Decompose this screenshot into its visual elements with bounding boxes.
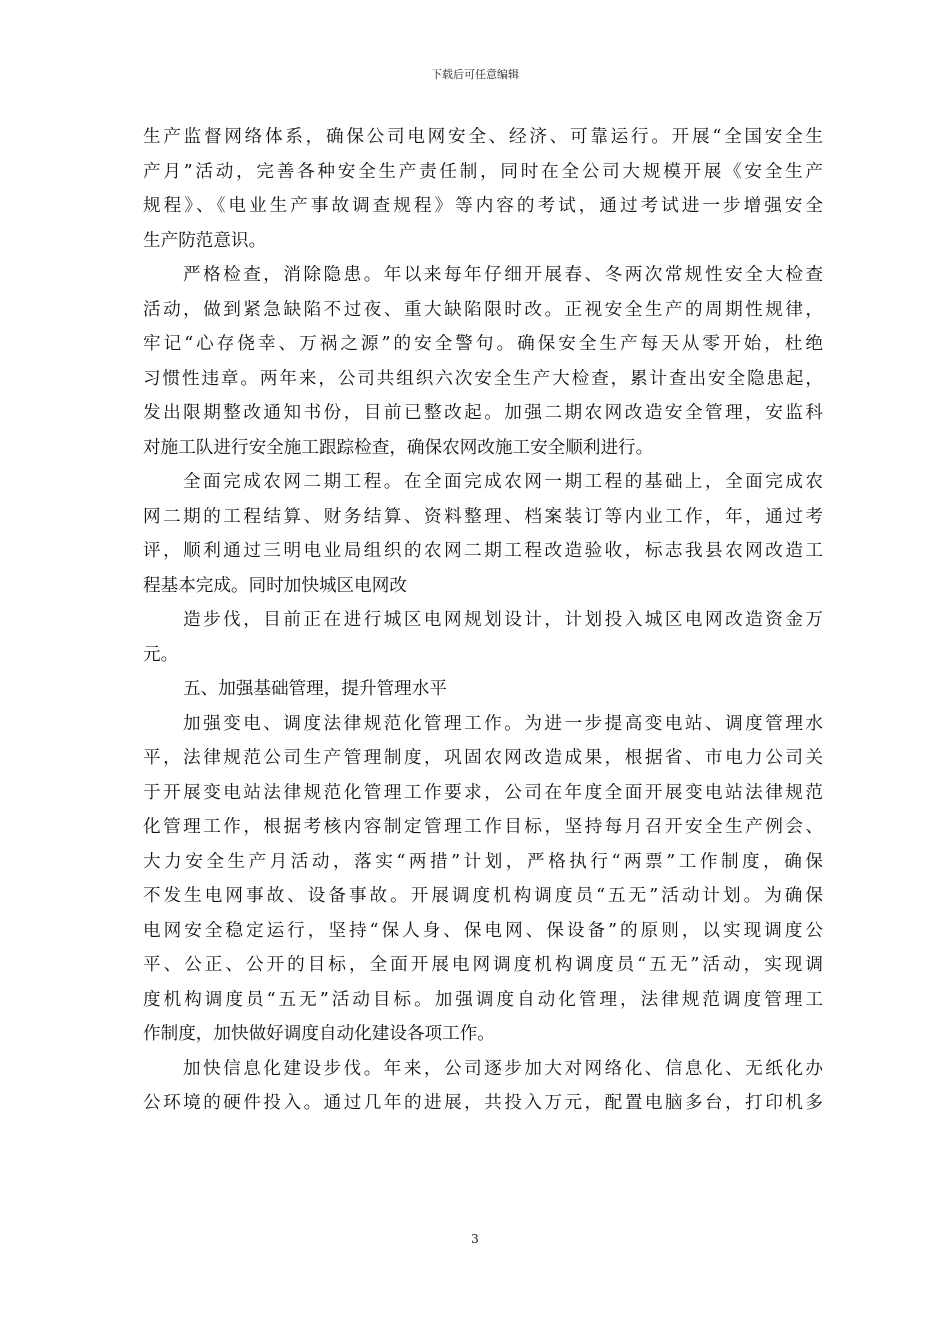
document-body: [143, 120, 823, 1121]
paragraph-first-line: 加快信息化建设步伐。年来，公司逐步加大对网络化、信息化、无纸化办: [183, 1058, 823, 1079]
text-line: 产月”活动，完善各种安全生产责任制，同时在全公司大规模开展《安全生产: [143, 161, 823, 182]
text-line: 评，顺利通过三明电业局组织的农网二期工程改造验收，标志我县农网改造工: [143, 541, 823, 561]
text-line: 网二期的工程结算、财务结算、资料整理、档案装订等内业工作，年，通过考: [143, 506, 823, 527]
paragraph-first-line: 加强变电、调度法律规范化管理工作。为进一步提高变电站、调度管理水: [183, 713, 823, 734]
text-line: 电网安全稳定运行，坚持“保人身、保电网、保设备”的原则，以实现调度公: [143, 920, 823, 941]
paragraph-first-line: 造步伐，目前正在进行城区电网规划设计，计划投入城区电网改造资金万: [183, 610, 823, 630]
text-line: 平，法律规范公司生产管理制度，巩固农网改造成果，根据省、市电力公司关: [143, 748, 823, 768]
text-line: 元。: [143, 644, 179, 665]
text-line: 生产监督网络体系，确保公司电网安全、经济、可靠运行。开展“全国安全生: [143, 127, 823, 147]
text-line: 发出限期整改通知书份，目前已整改起。加强二期农网改造安全管理，安监科: [143, 403, 823, 423]
text-line: 规程》、《电业生产事故调查规程》等内容的考试，通过考试进一步增强安全: [143, 196, 823, 216]
text-line: 度机构调度员“五无”活动目标。加强调度自动化管理，法律规范调度管理工: [143, 989, 823, 1010]
section-heading: 五、加强基础管理，提升管理水平: [183, 679, 447, 699]
text-line: 于开展变电站法律规范化管理工作要求，公司在年度全面开展变电站法律规范: [143, 782, 823, 803]
text-line: 程基本完成。同时加快城区电网改: [143, 575, 407, 596]
text-line: 平、公正、公开的目标，全面开展电网调度机构调度员“五无”活动，实现调: [143, 955, 823, 975]
text-line: 作制度，加快做好调度自动化建设各项工作。: [143, 1024, 495, 1044]
text-line: 化管理工作，根据考核内容制定管理工作目标，坚持每月召开安全生产例会、: [143, 817, 823, 837]
text-line: 牢记“心存侥幸、万祸之源”的安全警句。确保安全生产每天从零开始，杜绝: [143, 334, 823, 354]
text-line: 对施工队进行安全施工跟踪检查，确保农网改施工安全顺利进行。: [143, 437, 654, 458]
text-line: 生产防范意识。: [143, 230, 267, 251]
text-line: 不发生电网事故、设备事故。开展调度机构调度员“五无”活动计划。为确保: [143, 886, 823, 906]
text-line: 活动，做到紧急缺陷不过夜、重大缺陷限时改。正视安全生产的周期性规律，: [143, 299, 823, 320]
paragraph-first-line: 全面完成农网二期工程。在全面完成农网一期工程的基础上，全面完成农: [183, 472, 823, 492]
page-header: 下载后可任意编辑: [431, 68, 519, 81]
page-number: 3: [471, 1232, 479, 1246]
text-line: 公环境的硬件投入。通过几年的进展，共投入万元，配置电脑多台，打印机多: [143, 1093, 823, 1113]
text-line: 习惯性违章。两年来，公司共组织六次安全生产大检查，累计查出安全隐患起，: [143, 368, 823, 389]
text-line: 大力安全生产月活动，落实“两措”计划，严格执行“两票”工作制度，确保: [143, 851, 823, 872]
paragraph-first-line: 严格检查，消除隐患。年以来每年仔细开展春、冬两次常规性安全大检查: [183, 265, 823, 285]
